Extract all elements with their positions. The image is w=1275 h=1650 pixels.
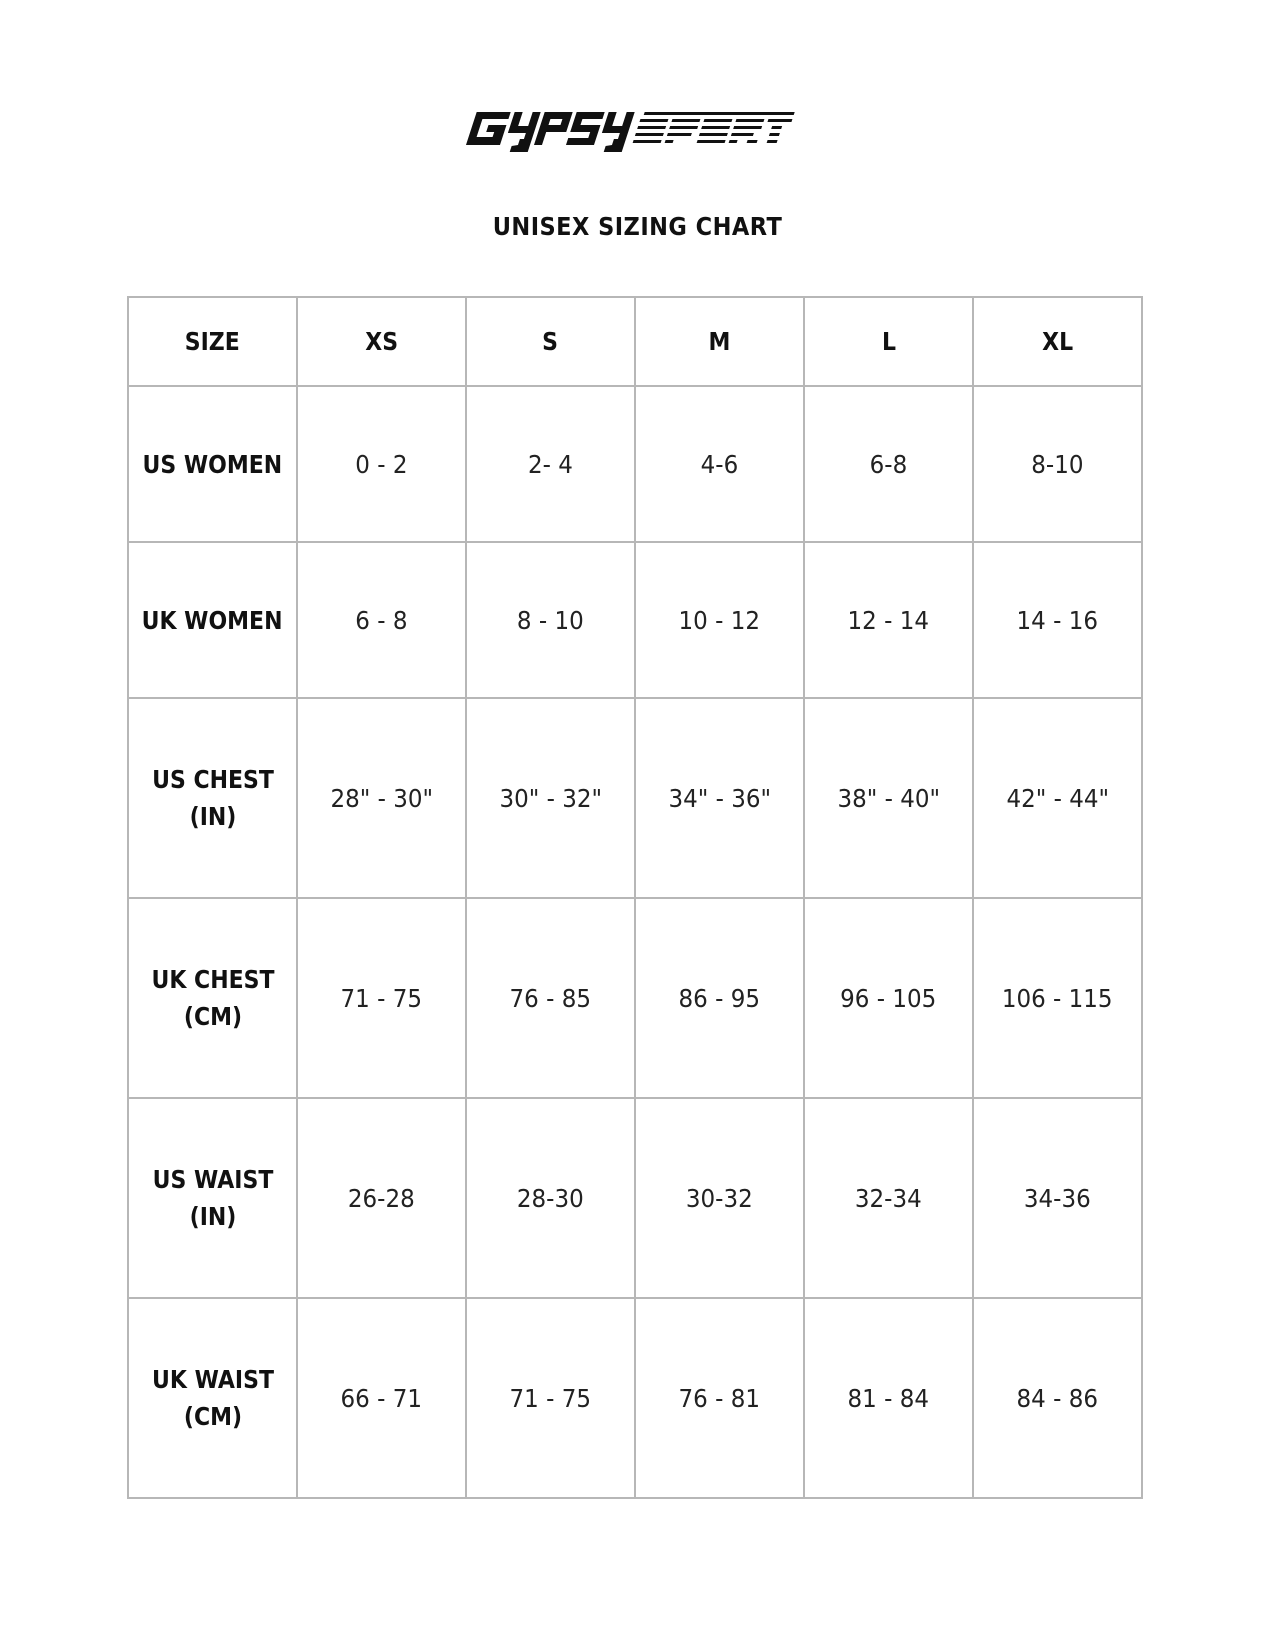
header-label: XL bbox=[1042, 327, 1073, 356]
table-cell bbox=[466, 386, 635, 542]
cell-value: 96 - 105 bbox=[840, 983, 937, 1013]
table-cell bbox=[635, 698, 804, 898]
cell-value: 76 - 85 bbox=[509, 983, 592, 1013]
table-cell bbox=[635, 1298, 804, 1498]
header-label: L bbox=[881, 327, 896, 356]
cell-value: 28" - 30" bbox=[330, 783, 433, 813]
table-cell bbox=[297, 1098, 466, 1298]
table-cell bbox=[804, 542, 973, 698]
header-cell bbox=[466, 297, 635, 386]
table-cell bbox=[973, 898, 1142, 1098]
table-cell bbox=[804, 898, 973, 1098]
row-label-cell bbox=[128, 698, 297, 898]
brand-logo bbox=[458, 108, 818, 158]
table-cell bbox=[466, 1098, 635, 1298]
cell-value: 6 - 8 bbox=[355, 605, 408, 635]
header-cell bbox=[635, 297, 804, 386]
cell-value: 30" - 32" bbox=[499, 783, 602, 813]
table-cell bbox=[635, 1098, 804, 1298]
table-cell bbox=[466, 542, 635, 698]
gypsy-sport-wordmark-icon bbox=[458, 108, 818, 158]
table-cell bbox=[973, 542, 1142, 698]
header-label: SIZE bbox=[184, 327, 240, 356]
table-cell bbox=[297, 698, 466, 898]
cell-value: 26-28 bbox=[348, 1183, 415, 1213]
row-label-cell bbox=[128, 898, 297, 1098]
sizing-table bbox=[127, 296, 1143, 1499]
row-label-cell bbox=[128, 1098, 297, 1298]
header-label: M bbox=[708, 327, 731, 356]
row-label: US WOMEN bbox=[142, 449, 283, 479]
table-cell bbox=[635, 386, 804, 542]
table-cell bbox=[804, 698, 973, 898]
table-row bbox=[128, 1298, 1142, 1498]
cell-value: 66 - 71 bbox=[340, 1383, 423, 1413]
header-label: XS bbox=[365, 327, 398, 356]
cell-value: 10 - 12 bbox=[678, 605, 761, 635]
cell-value: 71 - 75 bbox=[509, 1383, 592, 1413]
row-label: US CHEST (IN) bbox=[151, 765, 274, 831]
table-cell bbox=[804, 1298, 973, 1498]
cell-value: 84 - 86 bbox=[1016, 1383, 1099, 1413]
row-label: UK CHEST (CM) bbox=[150, 965, 275, 1031]
header-cell bbox=[297, 297, 466, 386]
cell-value: 34-36 bbox=[1024, 1183, 1091, 1213]
cell-value: 6-8 bbox=[869, 449, 908, 479]
table-row bbox=[128, 386, 1142, 542]
table-cell bbox=[297, 542, 466, 698]
table-cell bbox=[466, 898, 635, 1098]
cell-value: 14 - 16 bbox=[1016, 605, 1099, 635]
cell-value: 8-10 bbox=[1031, 449, 1084, 479]
table-row bbox=[128, 698, 1142, 898]
cell-value: 86 - 95 bbox=[678, 983, 761, 1013]
row-label-cell bbox=[128, 1298, 297, 1498]
cell-value: 38" - 40" bbox=[837, 783, 940, 813]
cell-value: 12 - 14 bbox=[847, 605, 930, 635]
cell-value: 34" - 36" bbox=[668, 783, 771, 813]
row-label: US WAIST (IN) bbox=[152, 1165, 273, 1231]
cell-value: 28-30 bbox=[517, 1183, 584, 1213]
header-cell bbox=[973, 297, 1142, 386]
table-cell bbox=[466, 1298, 635, 1498]
cell-value: 30-32 bbox=[686, 1183, 753, 1213]
table-row bbox=[128, 898, 1142, 1098]
table-cell bbox=[804, 1098, 973, 1298]
header-cell bbox=[128, 297, 297, 386]
table-cell bbox=[297, 1298, 466, 1498]
table-cell bbox=[466, 698, 635, 898]
cell-value: 32-34 bbox=[855, 1183, 922, 1213]
cell-value: 8 - 10 bbox=[517, 605, 584, 635]
header-label: S bbox=[542, 327, 559, 356]
cell-value: 0 - 2 bbox=[355, 449, 408, 479]
row-label-cell bbox=[128, 386, 297, 542]
row-label-cell bbox=[128, 542, 297, 698]
cell-value: 42" - 44" bbox=[1006, 783, 1109, 813]
cell-value: 2- 4 bbox=[528, 449, 573, 479]
table-cell bbox=[973, 1098, 1142, 1298]
table-cell bbox=[635, 898, 804, 1098]
cell-value: 81 - 84 bbox=[847, 1383, 930, 1413]
cell-value: 71 - 75 bbox=[340, 983, 423, 1013]
table-header-row bbox=[128, 297, 1142, 386]
table-cell bbox=[973, 698, 1142, 898]
table-cell bbox=[297, 386, 466, 542]
row-label: UK WOMEN bbox=[142, 605, 283, 635]
table-cell bbox=[635, 542, 804, 698]
table-cell bbox=[804, 386, 973, 542]
header-cell bbox=[804, 297, 973, 386]
cell-value: 4-6 bbox=[700, 449, 739, 479]
row-label: UK WAIST (CM) bbox=[151, 1365, 274, 1431]
table-row bbox=[128, 542, 1142, 698]
table-row bbox=[128, 1098, 1142, 1298]
table-cell bbox=[973, 386, 1142, 542]
cell-value: 76 - 81 bbox=[678, 1383, 761, 1413]
chart-title: UNISEX SIZING CHART bbox=[492, 212, 783, 241]
cell-value: 106 - 115 bbox=[1002, 983, 1113, 1013]
table-cell bbox=[297, 898, 466, 1098]
table-cell bbox=[973, 1298, 1142, 1498]
